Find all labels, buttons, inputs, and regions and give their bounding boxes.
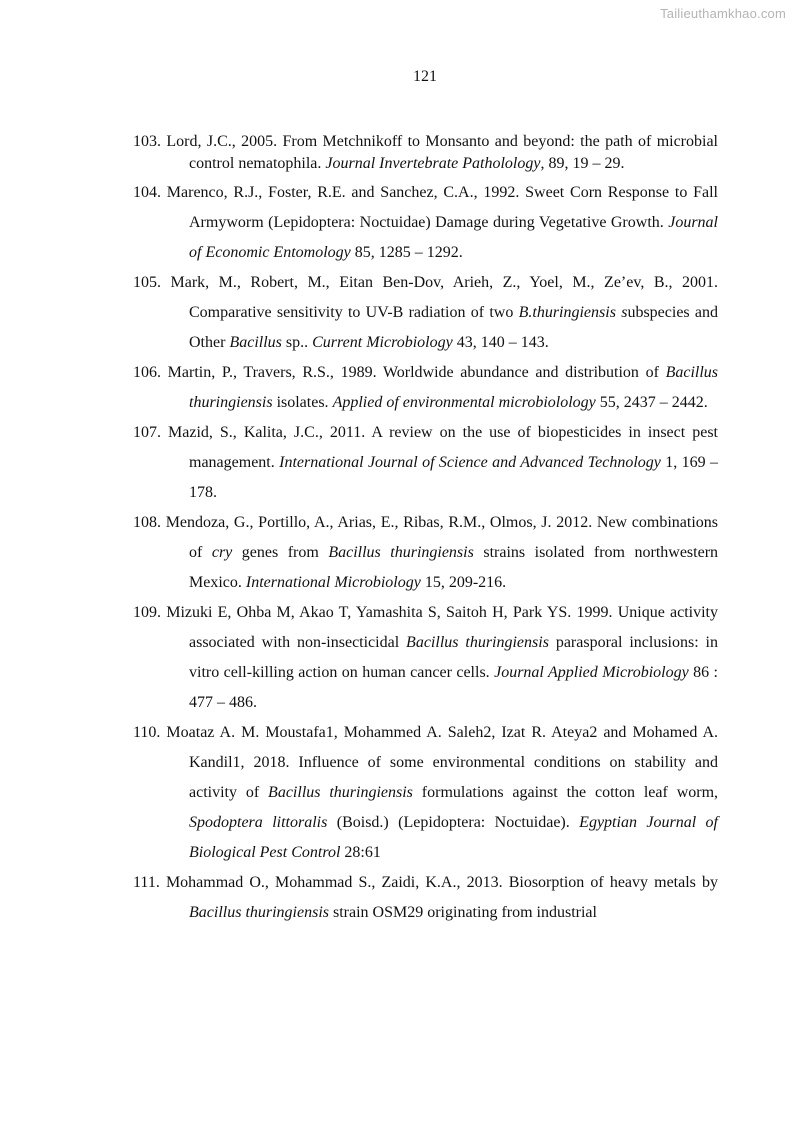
reference-italic-text: B.thuringiensis s [518,304,628,321]
reference-number: 104. [133,184,167,201]
reference-entry [133,268,718,358]
reference-number: 105. [133,274,171,291]
reference-number: 106. [133,364,168,381]
reference-text: 1, 169 – 178. [189,454,719,501]
reference-italic-text: Egyptian Journal of Biological Pest Control [189,814,718,861]
reference-text: formulations against the cotton leaf worm, [412,784,719,801]
reference-italic-text: Journal Invertebrate Patholology [325,155,541,172]
reference-italic-text: Bacillus [229,334,282,351]
reference-number: 109. [133,604,167,621]
reference-text: Mazid, S., Kalita, J.C., 2011. A review on the use of biopesticides in insect pest management. [168,424,718,471]
reference-list [133,131,718,928]
reference-italic-text: Bacillus thuringiensis [328,544,474,561]
reference-entry [133,508,718,598]
reference-italic-text: International Microbiology [245,574,421,591]
reference-italic-text: cry [211,544,233,561]
reference-number: 108. [133,514,166,531]
reference-text: , 89, 19 – 29. [540,155,625,172]
reference-text: (Boisd.) (Lepidoptera: Noctuidae). [327,814,580,831]
reference-text: ubspecies and Other [189,304,719,351]
reference-text: strains isolated from northwestern Mexico. [189,544,719,591]
reference-text: 55, 2437 – 2442. [595,394,708,411]
reference-italic-text: Applied of environmental microbiolology [332,394,596,411]
reference-entry [133,131,718,175]
reference-entry [133,358,718,418]
reference-text: Moataz A. M. Moustafa1, Mohammed A. Saleh2, Izat R. Ateya2 and Mohamed A. Kandil1, 2018. Influence of some environmental conditions on stability and activity of [166,724,718,801]
reference-text: 43, 140 – 143. [452,334,549,351]
reference-number: 110. [133,724,167,741]
reference-italic-text: Bacillus thuringiensis [189,364,719,411]
reference-text: Mendoza, G., Portillo, A., Arias, E., Ribas, R.M., Olmos, J. 2012. New combinations of [165,514,719,561]
reference-entry [133,418,718,508]
reference-text: 28:61 [340,844,381,861]
reference-entry [133,598,718,718]
reference-italic-text: Bacillus thuringiensis [189,904,329,921]
reference-text: Mark, M., Robert, M., Eitan Ben-Dov, Arieh, Z., Yoel, M., Ze’ev, B., 2001. Comparative sensitivity to UV-B radiation of two [170,274,719,321]
reference-text: sp.. [281,334,313,351]
reference-number: 111. [133,874,166,891]
reference-italic-text: Journal of Economic Entomology [189,214,718,261]
reference-text: Mizuki E, Ohba M, Akao T, Yamashita S, Saitoh H, Park YS. 1999. Unique activity associated with non-insecticidal [166,604,718,651]
reference-number: 107. [133,424,169,441]
reference-italic-text: Spodoptera littoralis [189,814,328,831]
reference-italic-text: International Journal of Science and Advanced Technology [279,454,661,471]
reference-text: Lord, J.C., 2005. From Metchnikoff to Monsanto and beyond: the path of microbial control nematophila. [166,133,719,172]
reference-entry [133,868,718,928]
reference-italic-text: Bacillus thuringiensis [268,784,413,801]
reference-text: 15, 209-216. [420,574,507,591]
reference-text: genes from [232,544,329,561]
reference-text: Marenco, R.J., Foster, R.E. and Sanchez, C.A., 1992. Sweet Corn Response to Fall Armyworm (Lepidoptera: Noctuidae) Damage during Vegetative Growth. [166,184,719,231]
reference-text: 85, 1285 – 1292. [350,244,463,261]
reference-italic-text: Journal Applied Microbiology [494,664,689,681]
reference-text: Mohammad O., Mohammad S., Zaidi, K.A., 2013. Biosorption of heavy metals by [165,874,719,891]
reference-entry [133,178,718,268]
reference-text: isolates. [272,394,333,411]
reference-entry [133,718,718,868]
reference-italic-text: Current Microbiology [312,334,453,351]
reference-text: parasporal inclusions: in vitro cell-killing action on human cancer cells. [189,634,719,681]
reference-text: strain OSM29 originating from industrial [329,904,597,921]
reference-text: Martin, P., Travers, R.S., 1989. Worldwide abundance and distribution of [167,364,666,381]
reference-italic-text: Bacillus thuringiensis [406,634,549,651]
reference-text: 86 : 477 – 486. [189,664,718,711]
watermark-text: Tailieuthamkhao.com [660,6,786,21]
reference-number: 103. [133,133,167,150]
page-number: 121 [413,68,437,85]
